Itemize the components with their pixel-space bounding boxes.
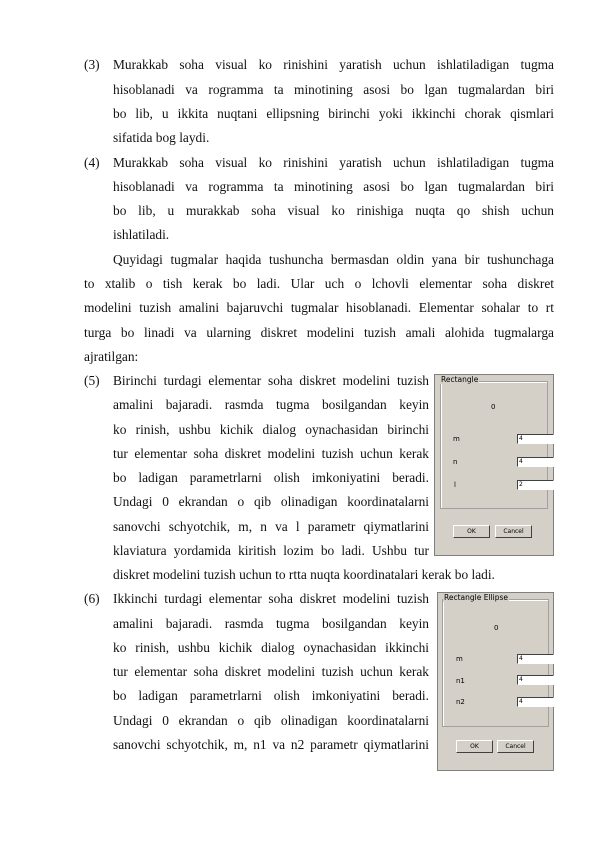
l-input[interactable]: 2: [517, 480, 554, 490]
n1-input[interactable]: 4: [517, 675, 554, 685]
field-label-m: m: [456, 655, 463, 663]
text-line: Undagi 0 ekrandan o qib olinadigan koordinatalarni: [113, 494, 429, 509]
item-number: (4): [84, 155, 100, 170]
text-line: hisoblanadi va rogramma ta minotining asosi bo lgan tugmalardan biri: [113, 179, 554, 194]
text-line: bo ladigan parametrlarni olish imkoniyatini beradi.: [113, 688, 429, 703]
text-line: sanovchi schyotchik, m, n va l parametr qiymatlarini: [113, 519, 429, 534]
text-line: Murakkab soha visual ko rinishini yaratish uchun ishlatiladigan tugma: [113, 57, 554, 72]
text-line: to xtalib o tish kerak bo ladi. Ular uch o lchovli elementar soha diskret: [84, 276, 554, 291]
text-line: hisoblanadi va rogramma ta minotining asosi bo lgan tugmalardan biri: [113, 82, 554, 97]
group-title: Rectangle: [441, 375, 479, 384]
text-line: tur elementar soha diskret modelini tuzish uchun kerak: [113, 664, 429, 679]
text-line: ko rinish, ushbu kichik dialog oynachasidan ikkinchi: [113, 640, 429, 655]
text-line: Ikkinchi turdagi elementar soha diskret modelini tuzish: [113, 591, 429, 606]
text-line: Murakkab soha visual ko rinishini yaratish uchun ishlatiladigan tugma: [113, 155, 554, 170]
item-number: (5): [84, 373, 100, 388]
text-line: sifatida bog laydi.: [113, 130, 210, 145]
rectangle-ellipse-dialog: [437, 592, 554, 771]
counter-value: 0: [494, 624, 499, 632]
text-line: ko rinish, ushbu kichik dialog oynachasidan birinchi: [113, 422, 429, 437]
n2-input[interactable]: 4: [517, 697, 554, 707]
cancel-button[interactable]: Cancel: [495, 525, 532, 538]
m-input[interactable]: 4: [517, 434, 554, 444]
text-line: bo ladigan parametrlarni olish imkoniyatini beradi.: [113, 470, 429, 485]
text-line: amalini bajaradi. rasmda tugma bosilgandan keyin: [113, 616, 429, 631]
item-number: (6): [84, 591, 100, 606]
text-line: tur elementar soha diskret modelini tuzish uchun kerak: [113, 446, 429, 461]
item-number: (3): [84, 57, 100, 72]
text-line: modelini tuzish amalini bajaruvchi tugmalar hisoblanadi. Elementar sohalar to rt: [84, 300, 554, 315]
text-line: Birinchi turdagi elementar soha diskret modelini tuzish: [113, 373, 429, 388]
ok-button[interactable]: OK: [453, 525, 490, 538]
text-line: diskret modelini tuzish uchun to rtta nuqta koordinatalari kerak bo ladi.: [113, 567, 495, 582]
field-label-n1: n1: [456, 677, 465, 685]
field-label-l: l: [454, 481, 456, 489]
field-label-n: n: [453, 458, 458, 466]
text-line: klaviatura yordamida kiritish lozim bo ladi. Ushbu tur: [113, 543, 429, 558]
text-line: ishlatiladi.: [113, 227, 170, 242]
text-line: turga bo linadi va ularning diskret modelini tuzish amali alohida tugmalarga: [84, 325, 554, 340]
text-line: bo lib, u murakkab soha visual ko rinishiga nuqta qo shish uchun: [113, 203, 554, 218]
text-line: Quyidagi tugmalar haqida tushuncha bermasdan oldin yana bir tushunchaga: [113, 252, 554, 267]
n-input[interactable]: 4: [517, 457, 554, 467]
rectangle-dialog: [434, 374, 554, 556]
field-label-n2: n2: [456, 698, 465, 706]
group-title: Rectangle Ellipse: [444, 593, 509, 602]
ok-button[interactable]: OK: [456, 740, 493, 753]
m-input[interactable]: 4: [517, 654, 554, 664]
cancel-button[interactable]: Cancel: [497, 740, 534, 753]
counter-value: 0: [491, 403, 496, 411]
text-line: sanovchi schyotchik, m, n1 va n2 parametr qiymatlarini: [113, 737, 429, 752]
text-line: bo lib, u ikkita nuqtani ellipsning birinchi yoki ikkinchi chorak qismlari: [113, 106, 554, 121]
text-line: ajratilgan:: [84, 349, 139, 364]
field-label-m: m: [453, 435, 460, 443]
text-line: Undagi 0 ekrandan o qib olinadigan koordinatalarni: [113, 713, 429, 728]
text-line: amalini bajaradi. rasmda tugma bosilgandan keyin: [113, 397, 429, 412]
